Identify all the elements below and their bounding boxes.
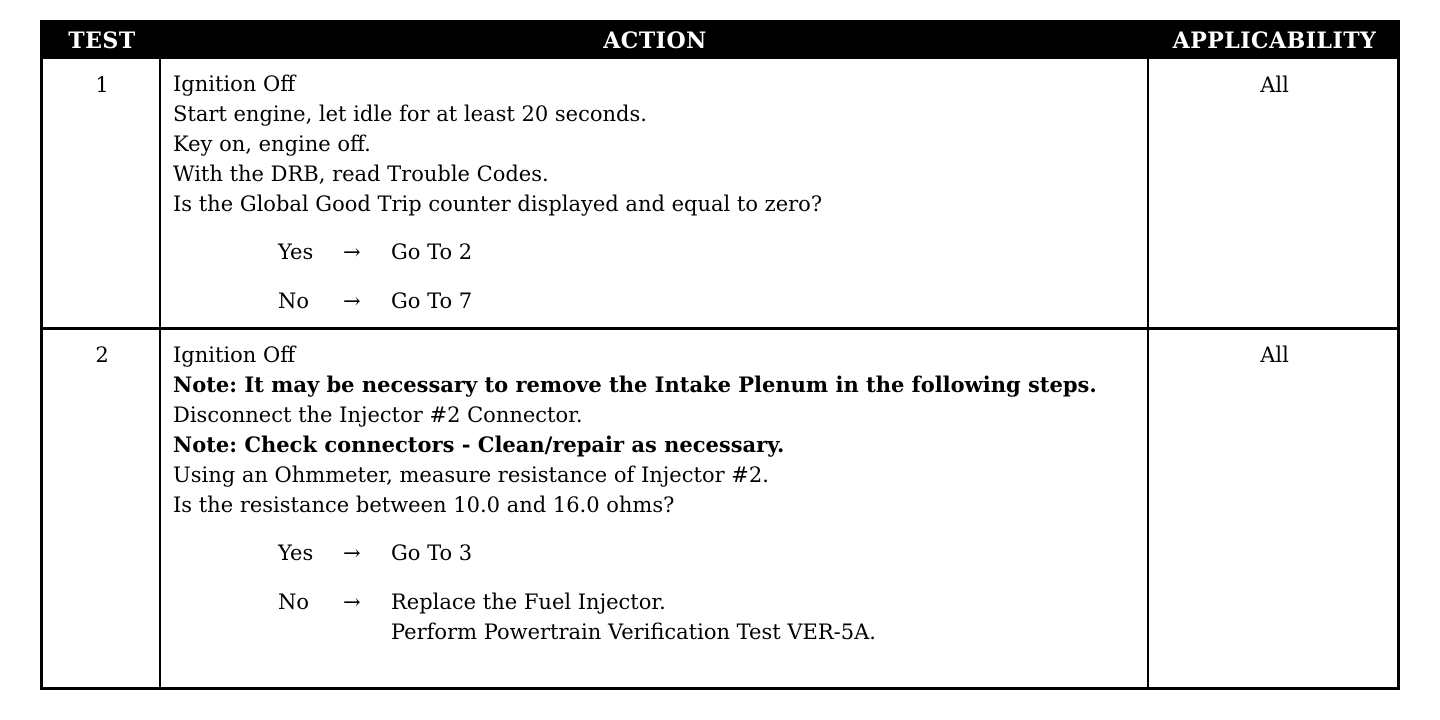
action-line: Using an Ohmmeter, measure resistance of Injector #2. [173,463,769,487]
yes-label: Yes [278,240,314,264]
column-divider [1147,59,1149,687]
header-action: ACTION [603,28,707,54]
action-cell [173,340,1143,644]
arrow-icon: → [343,541,361,565]
action-line: Key on, engine off. [173,132,371,156]
no-branch [173,587,1143,644]
yes-result: Go To 2 [391,240,473,264]
action-line: Start engine, let idle for at least 20 seconds. [173,102,647,126]
action-line: With the DRB, read Trouble Codes. [173,162,549,186]
test-number: 2 [95,343,109,367]
header-test: TEST [68,28,136,54]
yes-branch [173,237,1143,267]
yes-branch [173,538,1143,568]
no-label: No [278,289,310,313]
arrow-icon: → [343,289,361,313]
table-header [43,23,1397,59]
action-cell [173,69,1143,316]
header-applicability: APPLICABILITY [1172,28,1377,54]
yes-label: Yes [278,541,314,565]
no-result-followup: Perform Powertrain Verification Test VER-5A. [391,620,876,644]
test-number: 1 [95,73,109,97]
no-branch [173,286,1143,316]
applicability-value: All [1260,73,1289,97]
action-line: Disconnect the Injector #2 Connector. [173,403,583,427]
diagnostic-table [40,20,1400,690]
arrow-icon: → [343,590,361,614]
arrow-icon: → [343,240,361,264]
note-line: Note: It may be necessary to remove the Intake Plenum in the following steps. [173,372,1097,397]
action-line: Ignition Off [173,343,296,367]
row-divider [43,327,1397,330]
action-line: Is the Global Good Trip counter displayed and equal to zero? [173,192,823,216]
no-label: No [278,590,310,614]
no-result: Go To 7 [391,289,473,313]
yes-result: Go To 3 [391,541,473,565]
column-divider [159,59,161,687]
note-line: Note: Check connectors - Clean/repair as necessary. [173,432,785,457]
applicability-value: All [1260,343,1289,367]
action-line: Ignition Off [173,72,296,96]
action-line: Is the resistance between 10.0 and 16.0 ohms? [173,493,675,517]
no-result: Replace the Fuel Injector. [391,590,666,614]
